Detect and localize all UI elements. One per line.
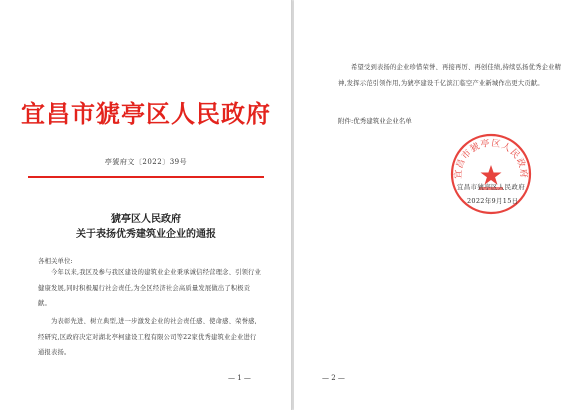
document-title-line-2: 关于表扬优秀建筑业企业的通报	[76, 229, 216, 240]
document-title-line-1: 猇亭区人民政府	[111, 214, 181, 225]
page-number: — 1 —	[228, 374, 251, 382]
closing-paragraph: 希望受到表扬的企业珍惜荣誉、再接再厉、再创佳绩,持续弘扬优秀企业精神,发挥示范引领作用,为猇亭建设千亿滨江临空产业新城作出更大贡献。	[338, 64, 562, 87]
document-number: 亭猇府文〔2022〕39号	[104, 158, 188, 166]
red-divider-line	[28, 176, 264, 178]
seal-text: 宜昌市猇亭区人民政府	[453, 138, 529, 180]
document-header: 宜昌市猇亭区人民政府	[21, 99, 271, 128]
signing-date: 2022年9月15日	[467, 197, 519, 205]
attachment-note: 附件:优秀建筑业企业名单	[338, 117, 412, 125]
salutation: 各相关单位:	[38, 257, 73, 265]
page-number: — 2 —	[322, 374, 345, 382]
body-paragraph-1: 今年以来,我区及参与我区建设的建筑业企业秉承诚信经营理念、引领行业健康发展,同时积极履行社会责任,为全区经济社会高质量发展做出了积极贡献。	[38, 269, 262, 307]
body-paragraph-2: 为表彰先进、树立典型,进一步激发企业的社会责任感、使命感、荣誉感,经研究,区政府决定对湖北亭柯建设工程有限公司等22家优秀建筑业企业进行通报表扬。	[38, 318, 257, 356]
document-page-1	[0, 0, 292, 410]
signatory: 宜昌市猇亭区人民政府	[457, 183, 525, 191]
